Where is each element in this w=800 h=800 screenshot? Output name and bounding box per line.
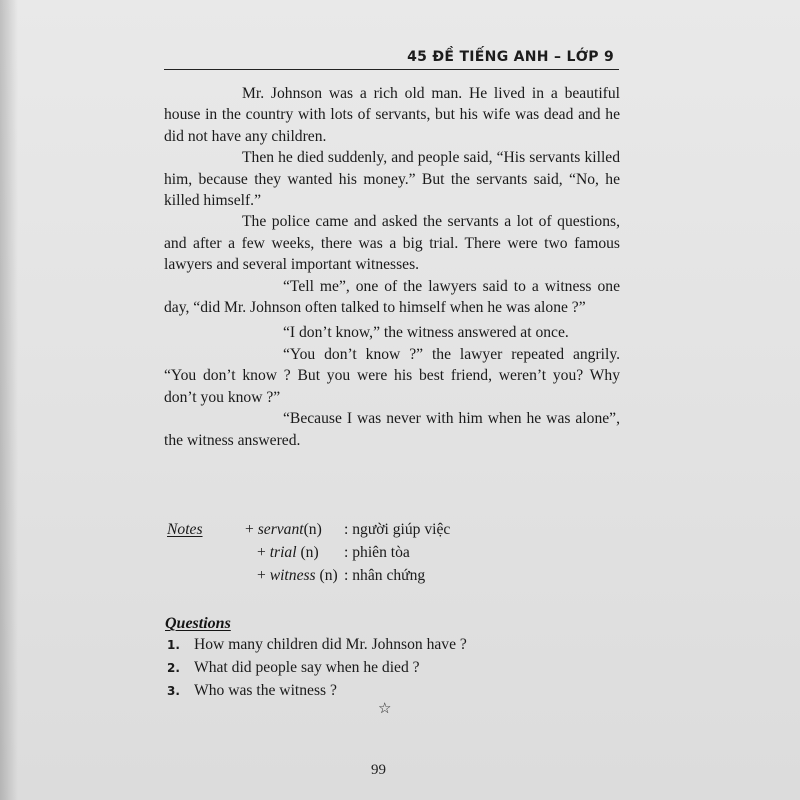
paragraph: Mr. Johnson was a rich old man. He lived in a beautiful house in the country with lots of servants, but his wife was dead and he did not have any children. bbox=[164, 85, 620, 145]
running-header: 45 ĐỀ TIẾNG ANH – LỚP 9 bbox=[407, 49, 614, 65]
note-meaning: : nhân chứng bbox=[344, 567, 426, 584]
note-term: + trial (n) bbox=[257, 544, 319, 561]
question-item bbox=[167, 659, 420, 677]
paragraph: “Tell me”, one of the lawyers said to a witness one day, “did Mr. Johnson often talked to himself when he was alone ?” bbox=[164, 277, 620, 317]
paragraph: “I don’t know,” the witness answered at once. bbox=[283, 324, 569, 342]
header-rule bbox=[164, 69, 619, 70]
note-meaning: : người giúp việc bbox=[344, 521, 451, 538]
story-text bbox=[164, 83, 620, 451]
question-item bbox=[167, 682, 337, 700]
question-number: 1. bbox=[167, 638, 180, 652]
page-number: 99 bbox=[371, 762, 386, 778]
note-term: + witness (n) bbox=[257, 567, 338, 584]
note-meaning: : phiên tòa bbox=[344, 544, 410, 561]
question-number: 3. bbox=[167, 684, 180, 698]
question-item bbox=[167, 636, 467, 654]
question-number: 2. bbox=[167, 661, 180, 675]
questions-heading: Questions bbox=[165, 615, 231, 632]
star-icon: ☆ bbox=[378, 699, 392, 717]
notes-label: Notes bbox=[167, 521, 203, 538]
question-text: Who was the witness ? bbox=[194, 682, 337, 699]
note-item bbox=[245, 544, 410, 562]
question-text: How many children did Mr. Johnson have ? bbox=[194, 636, 467, 653]
paragraph: “Because I was never with him when he was alone”, the witness answered. bbox=[164, 410, 620, 449]
page-binding-shadow bbox=[0, 0, 18, 800]
note-term: + servant(n) bbox=[245, 521, 322, 538]
paragraph: The police came and asked the servants a lot of questions, and after a few weeks, there was a big trial. There were two famous lawyers and several important witnesses. bbox=[164, 213, 620, 274]
paragraph: Then he died suddenly, and people said, “His servants killed him, because they wanted his money.” But the servants said, “No, he killed himself.” bbox=[164, 149, 620, 210]
paragraph: “You don’t know ?” the lawyer repeated angrily. “You don’t know ? But you were his best friend, weren’t you? Why don’t you know ?” bbox=[164, 345, 620, 406]
note-item bbox=[245, 521, 451, 539]
question-text: What did people say when he died ? bbox=[194, 659, 420, 676]
note-item bbox=[245, 567, 426, 585]
